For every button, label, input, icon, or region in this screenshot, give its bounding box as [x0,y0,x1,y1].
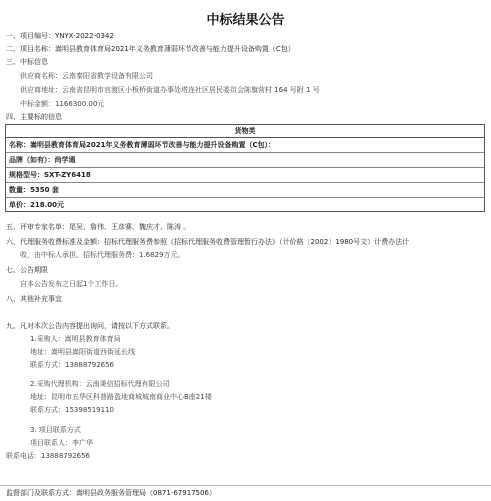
purchaser-title: 1.采购人：嵩明县教育体育局 [30,335,121,343]
project-name: 二、项目名称：嵩明县教育体育局2021年义务教育薄弱环节改善与能力提升设备购置（C包） [6,45,295,53]
section-8-heading: 八、其他补充事宜 [6,295,62,303]
project-number: 一、项目编号：YNYX-2022-0342 [6,32,114,40]
section-3-heading: 三、中标信息 [6,58,48,66]
goods-row-model: 规格型号：SXT-ZY6418 [6,168,484,183]
contact-person: 项目联系人：李广华 [30,439,93,447]
section-9-heading: 九、凡对本次公告内容提出询问，请按以下方式联系。 [6,322,174,330]
purchaser-phone: 联系方式：13888792656 [30,361,114,369]
purchaser-address: 地址：嵩明县嵩阳街道西街延长线 [30,348,135,356]
goods-row-name: 名称：嵩明县教育体育局2021年义务教育薄弱环节改善与能力提升设备购置（C包）： [6,138,484,153]
goods-row-brand: 品牌（如有）：尚学通 [6,153,484,168]
section-7-heading: 七、公告期限 [6,266,48,274]
section-6-line1: 六、代理服务收费标准及金额：招标代理服务费参照《招标代理服务收费管理暂行办法》（计价格〔2002〕1980号文）计费办法计 [6,238,410,246]
section-6-line2: 收，由中标人承担。招标代理服务费：1.6829万元。 [20,251,185,259]
section-5-experts: 五、评审专家名单：尾吴、詹伟、王彦赛、魏庆才、陈涛 。 [6,223,191,231]
agency-phone: 联系方式：15398519110 [30,406,114,414]
goods-table [5,124,485,212]
page-title: 中标结果公告 [206,13,285,28]
supplier-address: 供应商地址：云南省昆明市官渡区小板桥街道办事处塔连社区居民委员会陈旗营村 164 号附 1 号 [20,86,320,94]
section-4-heading: 四、主要标的信息 [6,113,62,121]
supervision-contact: 监督部门及联系方式：嵩明县政务服务管理局（0871-67917506） [6,489,216,497]
footer-bar [0,485,491,501]
goods-table-title: 货物类 [6,125,484,138]
agency-address: 地址：昆明市五华区科普路盈地商城城南商业中心B座21楼 [30,393,212,401]
contact-phone: 联系电话：13888792656 [6,452,90,460]
award-amount: 中标金额：1166300.00元 [20,100,105,108]
goods-row-quantity: 数量：5350 套 [6,183,484,198]
supplier-name: 供应商名称：云南秦阳省教学设备有限公司 [20,72,153,80]
agency-title: 2.采购代理机构：云南秉信招标代理有限公司 [30,380,170,388]
contact-title: 3. 项目联系方式 [30,426,81,434]
goods-row-price: 单价：218.00元 [9,201,65,209]
section-7-text: 自本公告发布之日起1个工作日。 [20,280,123,288]
